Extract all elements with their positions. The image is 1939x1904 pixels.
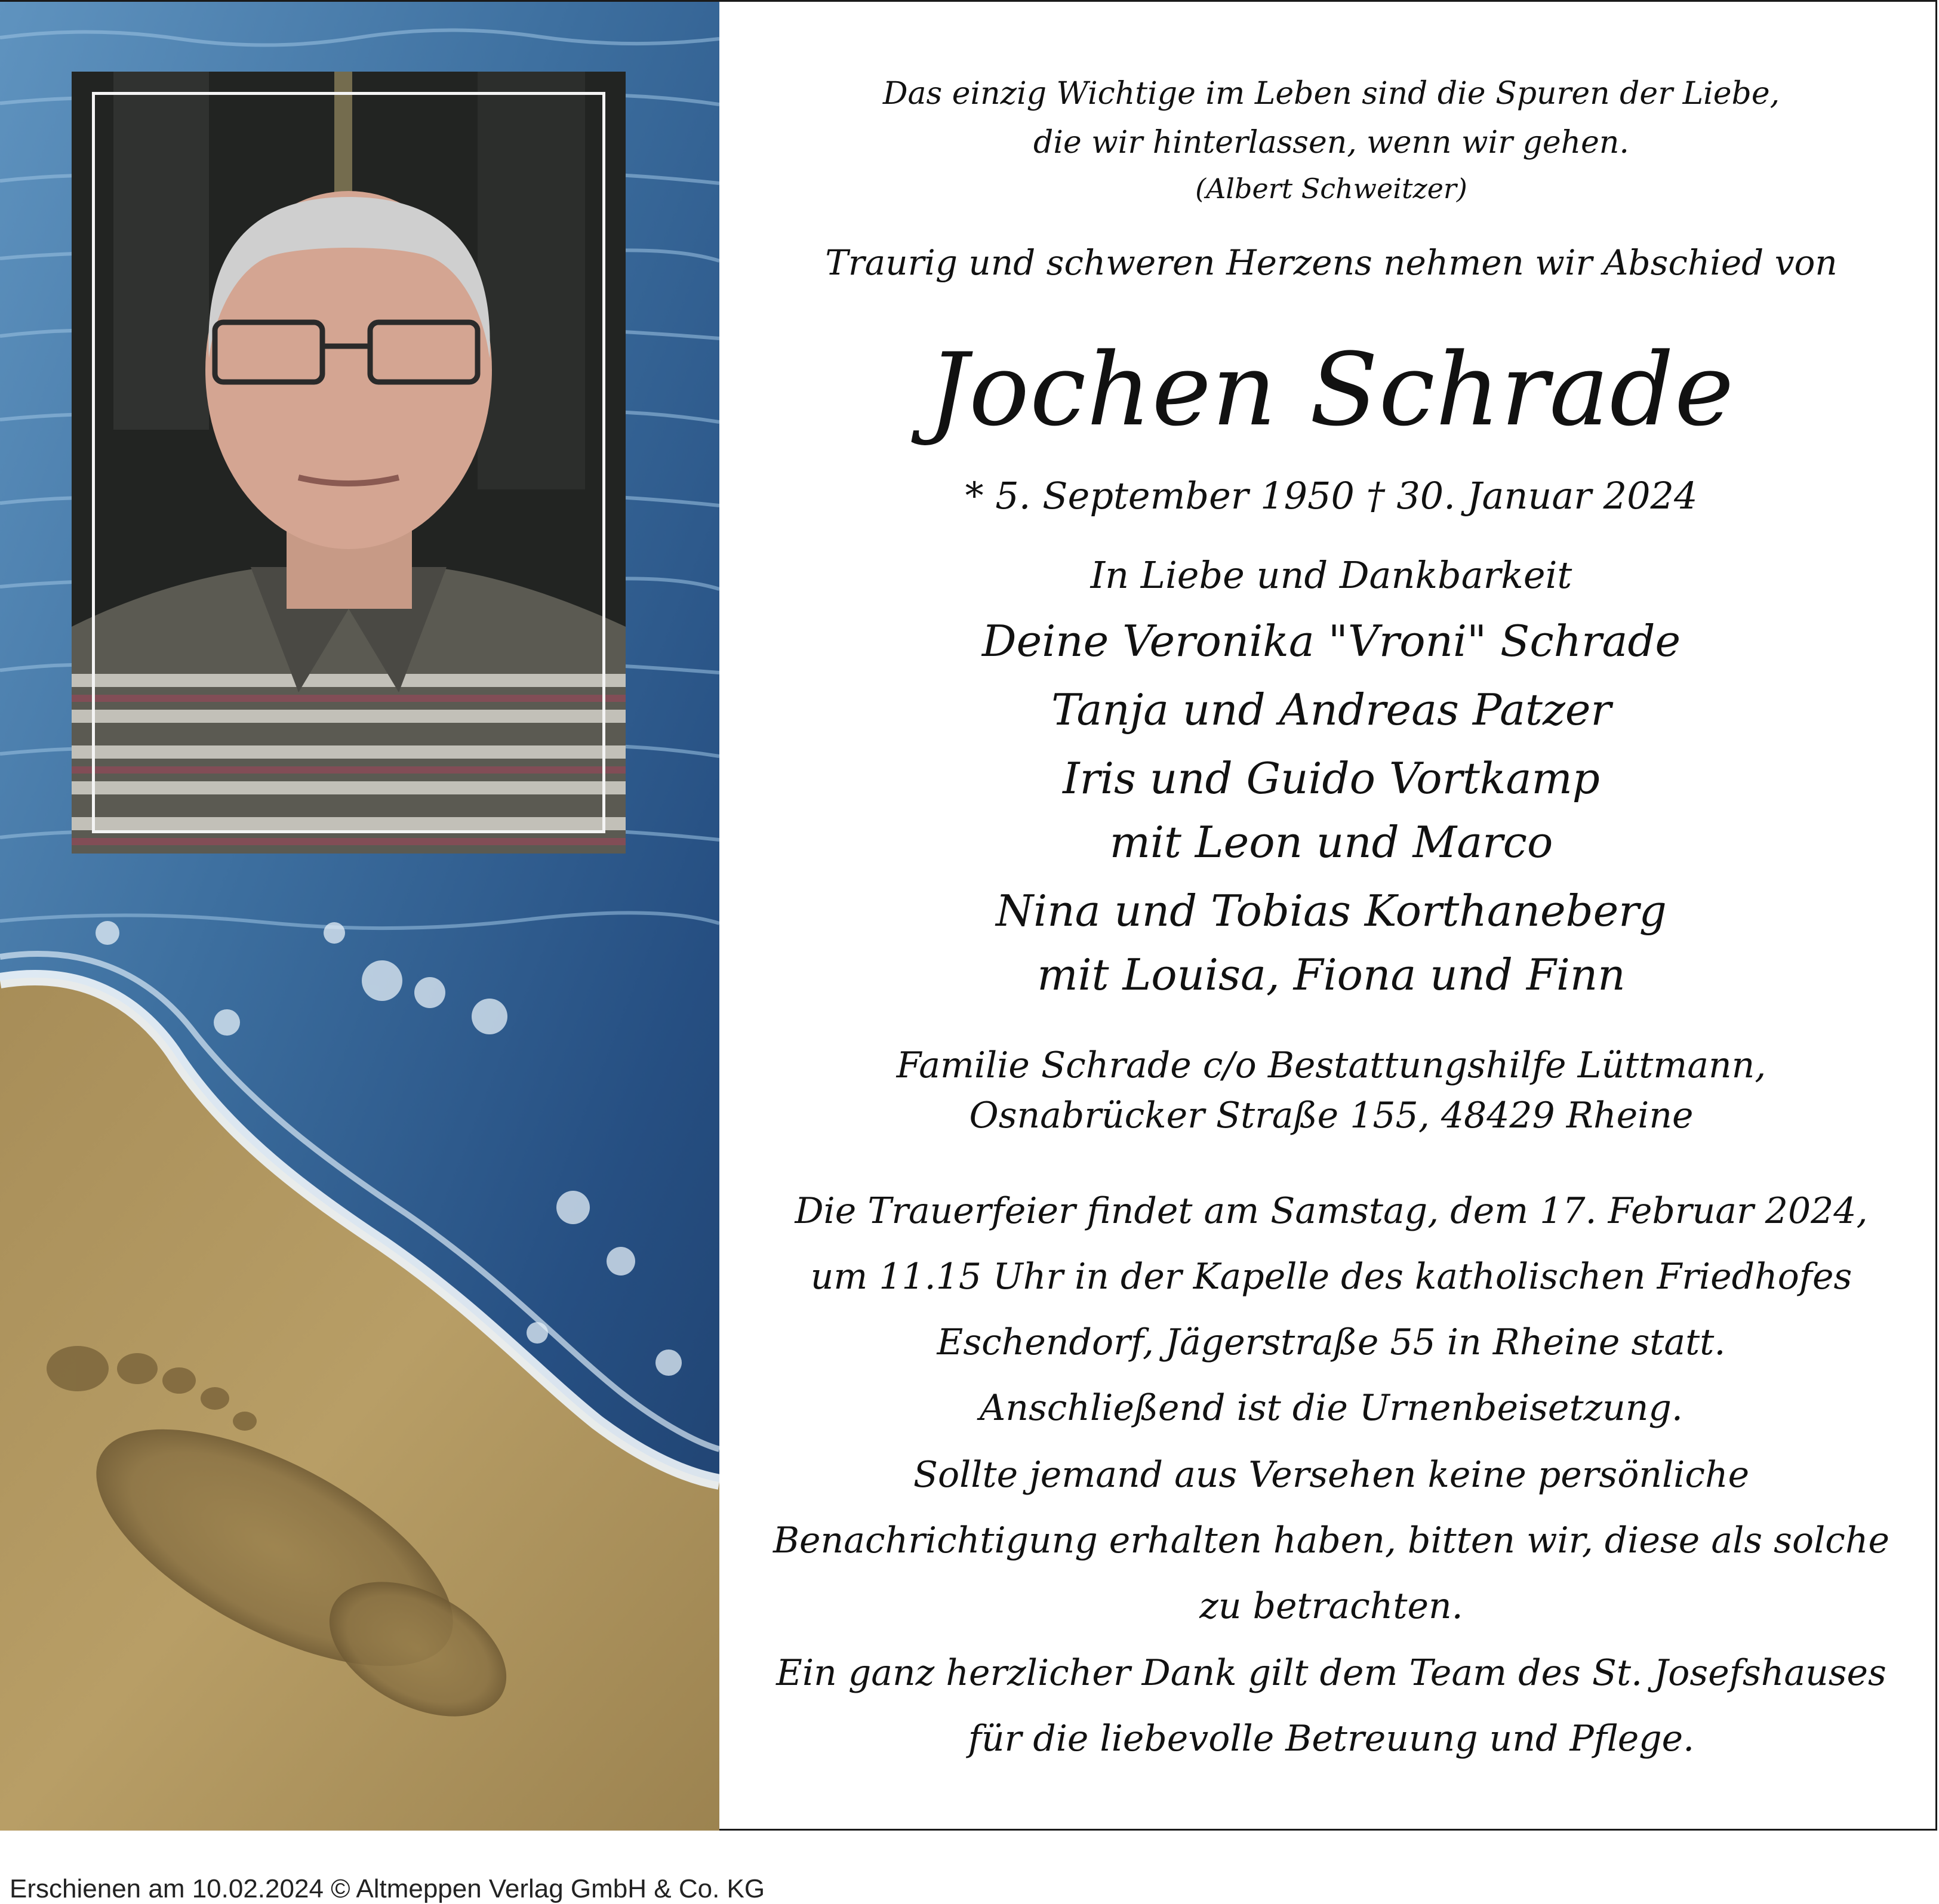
- ceremony-line: zu betrachten.: [1199, 1585, 1463, 1627]
- mourners-heading: In Liebe und Dankbarkeit: [1090, 553, 1572, 597]
- ceremony-line: Sollte jemand aus Versehen keine persönliche: [913, 1454, 1750, 1496]
- quote-line-2: die wir hinterlassen, wenn wir gehen.: [1033, 125, 1629, 161]
- farewell-intro: Traurig und schweren Herzens nehmen wir Abschied von: [825, 242, 1838, 283]
- ceremony-line: Ein ganz herzlicher Dank gilt dem Team des St. Josefshauses: [776, 1652, 1886, 1694]
- notice-text: [752, 2, 1910, 1828]
- ceremony-line: um 11.15 Uhr in der Kapelle des katholischen Friedhofes: [810, 1256, 1852, 1298]
- mourner-line: Iris und Guido Vortkamp: [1063, 753, 1600, 803]
- address-line-1: Familie Schrade c/o Bestattungshilfe Lüttmann,: [896, 1045, 1766, 1086]
- ceremony-line: für die liebevolle Betreuung und Pflege.: [968, 1718, 1695, 1760]
- mourner-line: Deine Veronika "Vroni" Schrade: [981, 616, 1681, 666]
- publication-footer: Erschienen am 10.02.2024 © Altmeppen Verlag GmbH & Co. KG: [10, 1874, 765, 1903]
- life-dates: * 5. September 1950 † 30. Januar 2024: [965, 474, 1698, 517]
- ceremony-line: Die Trauerfeier findet am Samstag, dem 17. Februar 2024,: [795, 1190, 1868, 1232]
- mourner-line: mit Louisa, Fiona und Finn: [1037, 950, 1626, 1000]
- ceremony-line: Benachrichtigung erhalten haben, bitten wir, diese als solche: [772, 1520, 1890, 1561]
- portrait-photo: [72, 72, 626, 854]
- mourner-line: Tanja und Andreas Patzer: [1051, 685, 1611, 735]
- portrait-frame: [92, 92, 605, 833]
- quote-author: (Albert Schweitzer): [1195, 172, 1467, 205]
- mourner-line: mit Leon und Marco: [1109, 817, 1553, 867]
- deceased-name: Jochen Schrade: [928, 331, 1735, 448]
- quote-line-1: Das einzig Wichtige im Leben sind die Spuren der Liebe,: [882, 76, 1780, 112]
- address-line-2: Osnabrücker Straße 155, 48429 Rheine: [969, 1095, 1694, 1136]
- mourner-line: Nina und Tobias Korthaneberg: [996, 886, 1667, 936]
- ceremony-line: Anschließend ist die Urnenbeisetzung.: [980, 1387, 1683, 1429]
- ceremony-line: Eschendorf, Jägerstraße 55 in Rheine statt.: [937, 1321, 1726, 1363]
